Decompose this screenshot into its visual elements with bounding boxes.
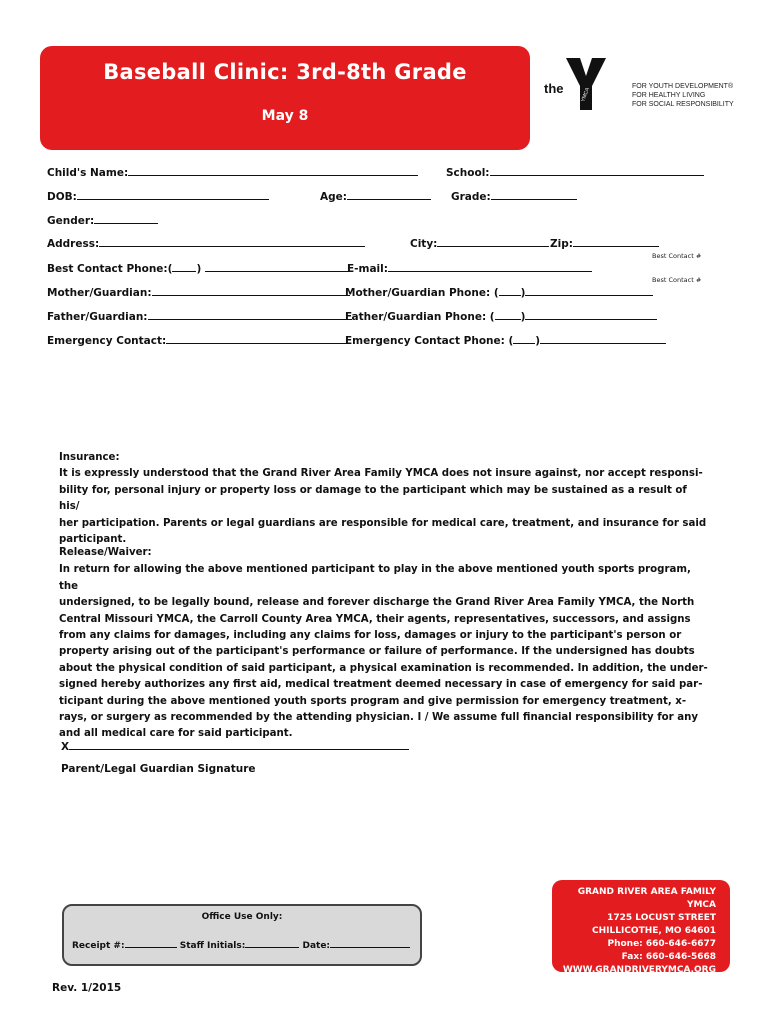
emergency-phone-area-line[interactable] [513,332,535,344]
insurance-line: bility for, personal injury or property loss or damage to the participant which may be sustained as a result of his/ [59,484,687,513]
waiver-section [59,545,709,743]
gender-field[interactable] [47,212,158,227]
waiver-line: property arising out of the participant's performance or failure of performance. If the undersigned has doubts [59,646,695,658]
best-contact-note-1: Best Contact # [652,252,702,260]
logo-the-text: the [544,81,564,96]
age-line[interactable] [347,188,431,200]
school-field[interactable] [446,164,704,179]
emergency-field[interactable] [47,332,350,347]
ymca-address-box [552,880,730,975]
father-phone-area-line[interactable] [495,308,521,320]
office-date-line[interactable] [330,938,410,948]
office-use-box [62,904,422,966]
paren-close: ) [196,263,202,275]
address-website: WWW.GRANDRIVERYMCA.ORG [562,965,716,975]
signature-x: X [61,741,70,753]
paren-close: ) [520,311,526,323]
zip-field[interactable] [550,235,659,250]
mother-label: Mother/Guardian: [47,287,152,299]
father-phone-label: Father/Guardian Phone: ( [345,311,495,323]
mother-phone-area-line[interactable] [499,284,521,296]
mother-field[interactable] [47,284,350,299]
address-label: Address: [47,238,100,250]
mother-phone-field[interactable] [345,284,653,299]
insurance-heading: Insurance: [59,452,120,463]
title-banner [40,46,530,150]
age-field[interactable] [320,188,431,203]
father-field[interactable] [47,308,352,323]
father-phone-field[interactable] [345,308,657,323]
waiver-line: Central Missouri YMCA, the Carroll County Area YMCA, their agents, representatives, successors, and assigns [59,613,691,625]
grade-line[interactable] [491,188,577,200]
email-label: E-mail: [347,263,388,275]
zip-label: Zip: [550,238,573,250]
signature-label: Parent/Legal Guardian Signature [61,763,256,775]
email-line[interactable] [388,260,592,272]
ymca-logo [540,56,622,116]
signature-line[interactable] [69,738,409,750]
best-phone-label: Best Contact Phone:( [47,263,173,275]
mother-phone-label: Mother/Guardian Phone: ( [345,287,499,299]
email-field[interactable] [347,260,592,275]
office-row [72,938,410,951]
best-phone-line[interactable] [205,260,351,272]
grade-label: Grade: [451,191,491,203]
address-fax: Fax: 660-646-5668 [621,952,716,962]
page-title: Baseball Clinic: 3rd-8th Grade [103,60,467,84]
grade-field[interactable] [451,188,577,203]
child-name-label: Child's Name: [47,167,129,179]
paren-close: ) [535,335,541,347]
address-line[interactable] [99,235,365,247]
revision-label: Rev. 1/2015 [52,982,122,994]
address-city: CHILLICOTHE, MO 64601 [592,926,716,936]
logo-tagline [632,82,734,109]
address-phone: Phone: 660-646-6677 [607,939,716,949]
office-date-label: Date: [302,941,331,951]
emergency-label: Emergency Contact: [47,335,167,347]
mother-line[interactable] [152,284,350,296]
age-label: Age: [320,191,347,203]
dob-label: DOB: [47,191,77,203]
waiver-line: rays, or surgery as recommended by the attending physician. I / We assume full financial responsibility for any [59,712,698,724]
child-name-field[interactable] [47,164,418,179]
insurance-line: her participation. Parents or legal guardians are responsible for medical care, treatment, and insurance for said [59,517,707,529]
emergency-line[interactable] [166,332,350,344]
mother-phone-line[interactable] [525,284,653,296]
insurance-line: It is expressly understood that the Grand River Area Family YMCA does not insure against, nor accept responsi- [59,468,703,480]
waiver-line: about the physical condition of said participant, a physical examination is recommended. In addition, the under- [59,662,708,674]
waiver-line: and all medical care for said participant. [59,728,293,740]
tagline-line: FOR YOUTH DEVELOPMENT® [632,83,734,90]
insurance-section [59,450,709,548]
tagline-line: FOR SOCIAL RESPONSIBILITY [632,101,734,108]
staff-initials-line[interactable] [245,938,299,948]
insurance-line: participant. [59,534,127,546]
city-field[interactable] [410,235,549,250]
waiver-heading: Release/Waiver: [59,547,152,558]
father-phone-line[interactable] [525,308,657,320]
school-line[interactable] [490,164,704,176]
emergency-phone-field[interactable] [345,332,666,347]
gender-line[interactable] [94,212,158,224]
waiver-line: signed hereby authorizes any first aid, medical treatment deemed necessary in case of emergency for said par- [59,679,703,691]
tagline-line: FOR HEALTHY LIVING [632,92,706,99]
child-name-line[interactable] [128,164,418,176]
father-line[interactable] [148,308,352,320]
zip-line[interactable] [573,235,659,247]
emergency-phone-line[interactable] [540,332,666,344]
best-contact-note-2: Best Contact # [652,276,702,284]
address-org: GRAND RIVER AREA FAMILY YMCA [577,887,716,910]
gender-label: Gender: [47,215,95,227]
office-heading: Office Use Only: [201,912,283,922]
address-field[interactable] [47,235,365,250]
waiver-line: ticipant during the above mentioned youth sports program and give permission for emergency treatment, x- [59,695,687,707]
waiver-line: undersigned, to be legally bound, release and forever discharge the Grand River Area Family YMCA, the North [59,597,695,609]
address-street: 1725 LOCUST STREET [607,913,716,923]
dob-field[interactable] [47,188,269,203]
father-label: Father/Guardian: [47,311,148,323]
waiver-line: from any claims for damages, including any claims for loss, damages or injury to the participant's person or [59,630,682,642]
signature-field[interactable] [61,738,409,753]
receipt-label: Receipt #: [72,941,125,951]
staff-initials-label: Staff Initials: [179,941,246,951]
paren-close: ) [520,287,526,299]
best-phone-area-line[interactable] [172,260,196,272]
logo-ymca-text: YMCA [580,87,591,103]
city-line[interactable] [437,235,549,247]
event-date: May 8 [261,108,309,124]
best-phone-field[interactable] [47,260,351,275]
school-label: School: [446,167,490,179]
emergency-phone-label: Emergency Contact Phone: ( [345,335,514,347]
dob-line[interactable] [77,188,269,200]
receipt-line[interactable] [125,938,177,948]
waiver-line: In return for allowing the above mentioned participant to play in the above mentioned youth sports program, the [59,564,691,592]
city-label: City: [410,238,438,250]
